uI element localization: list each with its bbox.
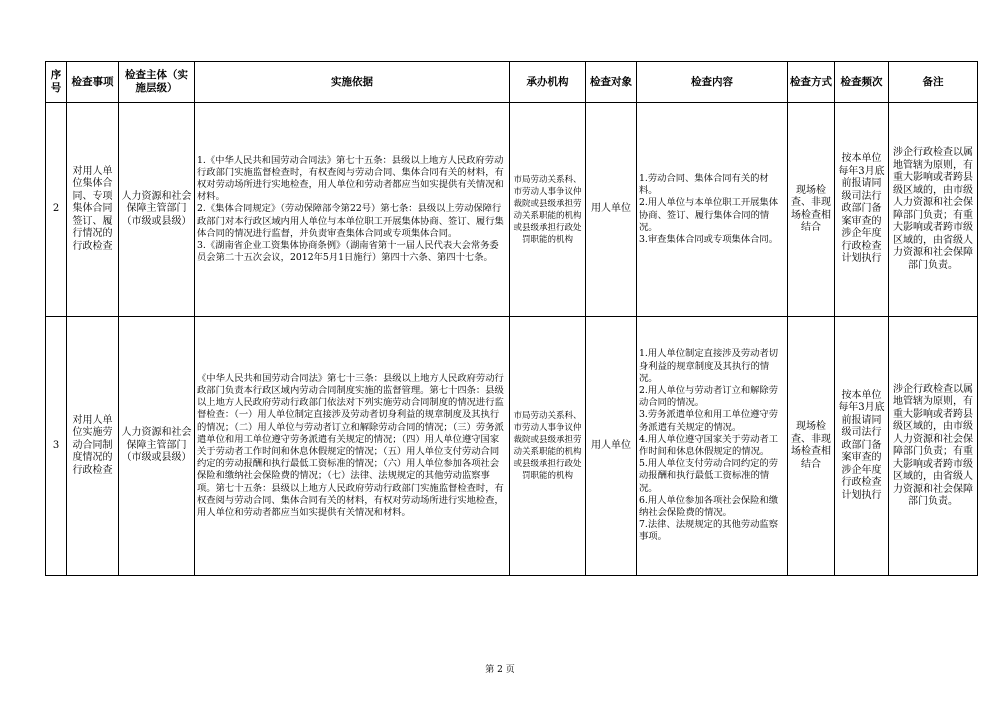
row-no: 2 xyxy=(46,103,67,317)
row-item: 对用人单位集体合同、专项集体合同签订、履行情况的行政检查 xyxy=(67,103,119,317)
subject-name: 人力资源和社会保障主管部门 xyxy=(121,190,192,215)
inspection-table xyxy=(45,61,978,576)
row-frequency: 按本单位每年3月底前报请同级司法行政部门备案审查的涉企年度行政检查计划执行 xyxy=(835,103,889,317)
row-basis xyxy=(195,103,510,317)
header-no: 序号 xyxy=(46,62,67,103)
row-subject xyxy=(119,103,195,317)
row-org: 市局劳动关系科、市劳动人事争议仲裁院或县级承担劳动关系职能的机构或县级承担行政处罚职能的机构 xyxy=(510,317,586,576)
content-line: 2.用人单位与本单位职工开展集体协商、签订、履行集体合同的情况。 xyxy=(639,197,779,233)
header-item: 检查事项 xyxy=(67,62,119,103)
page-number: 第 2 页 xyxy=(485,665,515,675)
row-content xyxy=(637,103,788,317)
row-method: 现场检查、非现场检查相结合 xyxy=(788,103,835,317)
basis-paragraph: 1.《中华人民共和国劳动合同法》第七十五条：县级以上地方人民政府劳动行政部门实施监督检查时，有权查阅与劳动合同、集体合同有关的材料，有权对劳动场所进行实地检查，用人单位和劳动者都应当如实提供有关情况和材料。 xyxy=(197,154,504,203)
row-no: 3 xyxy=(46,317,67,576)
row-basis xyxy=(195,317,510,576)
row-item: 对用人单位实施劳动合同制度情况的行政检查 xyxy=(67,317,119,576)
header-remark: 备注 xyxy=(889,62,978,103)
row-subject xyxy=(119,317,195,576)
content-line: 4.用人单位遵守国家关于劳动者工作时间和休息休假规定的情况。 xyxy=(639,433,779,457)
basis-paragraph: 3.《湖南省企业工资集体协商条例》（湖南省第十一届人民代表大会常务委员会第二十五次会议，2012年5月1日施行）第四十六条、第四十七条。 xyxy=(197,240,499,264)
header-method: 检查方式 xyxy=(788,62,835,103)
row-method: 现场检查、非现场检查相结合 xyxy=(788,317,835,576)
table-row xyxy=(46,103,978,317)
table-row xyxy=(46,317,978,576)
content-line: 3.审查集体合同或专项集体合同。 xyxy=(639,233,779,245)
content-line: 6.用人单位参加各项社会保险和缴纳社会保险费的情况。 xyxy=(639,494,779,519)
content-line: 1.劳动合同、集体合同有关的材料。 xyxy=(639,172,769,197)
row-remark: 涉企行政检查以属地管辖为原则，有重大影响或者跨县级区域的，由市级人力资源和社会保障部门负责；有重大影响或者跨市级区域的，由省级人力资源和社会保障部门负责。 xyxy=(889,103,978,317)
subject-level: （市级或县级） xyxy=(121,452,192,464)
header-subject: 检查主体（实施层级） xyxy=(119,62,195,103)
content-line: 5.用人单位支付劳动合同约定的劳动报酬和执行最低工资标准的情况。 xyxy=(639,458,779,494)
row-org: 市局劳动关系科、市劳动人事争议仲裁院或县级承担劳动关系职能的机构或县级承担行政处罚职能的机构 xyxy=(510,103,586,317)
basis-paragraph: 2.《集体合同规定》（劳动保障部令第22号）第七条：县级以上劳动保障行政部门对本行政区域内用人单位与本单位职工开展集体协商、签订、履行集体合同的情况进行监督，并负责审查集体合同或专项集体合同。 xyxy=(197,203,504,239)
content-line: 1.用人单位制定直接涉及劳动者切身利益的规章制度及其执行的情况。 xyxy=(639,348,779,384)
basis-paragraph: 《中华人民共和国劳动合同法》第七十三条：县级以上地方人民政府劳动行政部门负责本行政区域内劳动合同制度实施的监督管理。第七十四条：县级以上地方人民政府劳动行政部门依法对下列实施劳动合同制度的情况进行监督检查：（一）用人单位制定直接涉及劳动者切身利益的规章制度及其执行的情况；（二）用人单位与劳动者订立和解除劳动合同的情况；（三）劳务派遣单位和用工单位遵守劳务派遣有关规定的情况；（四）用人单位遵守国家关于劳动者工作时间和休息休假规定的情况；（五）用人单位支付劳动合同约定的劳动报酬和执行最低工资标准的情况；（六）用人单位参加各项社会保险和缴纳社会保险费的情况；（七）法律、法规规定的其他劳动监察事项。第七十五条：县级以上地方人民政府劳动行政部门实施监督检查时，有权查阅与劳动合同、集体合同有关的材料，有权对劳动场所进行实地检查，用人单位和劳动者都应当如实提供有关情况和材料。 xyxy=(197,372,504,519)
subject-name: 人力资源和社会保障主管部门 xyxy=(121,427,192,451)
row-target: 用人单位 xyxy=(586,103,637,317)
row-content xyxy=(637,317,788,576)
header-org: 承办机构 xyxy=(510,62,586,103)
header-content: 检查内容 xyxy=(637,62,788,103)
subject-level: （市级或县级） xyxy=(121,215,192,227)
content-line: 2.用人单位与劳动者订立和解除劳动合同的情况。 xyxy=(639,384,779,409)
row-remark: 涉企行政检查以属地管辖为原则，有重大影响或者跨县级区域的，由市级人力资源和社会保障部门负责；有重大影响或者跨市级区域的，由省级人力资源和社会保障部门负责。 xyxy=(889,317,978,576)
header-target: 检查对象 xyxy=(586,62,637,103)
header-basis: 实施依据 xyxy=(195,62,510,103)
header-row xyxy=(46,62,978,103)
row-frequency: 按本单位每年3月底前报请同级司法行政部门备案审查的涉企年度行政检查计划执行 xyxy=(835,317,889,576)
content-line: 7.法律、法规规定的其他劳动监察事项。 xyxy=(639,519,779,543)
row-target: 用人单位 xyxy=(586,317,637,576)
content-line: 3.劳务派遣单位和用工单位遵守劳务派遣有关规定的情况。 xyxy=(639,409,779,433)
header-frequency: 检查频次 xyxy=(835,62,889,103)
